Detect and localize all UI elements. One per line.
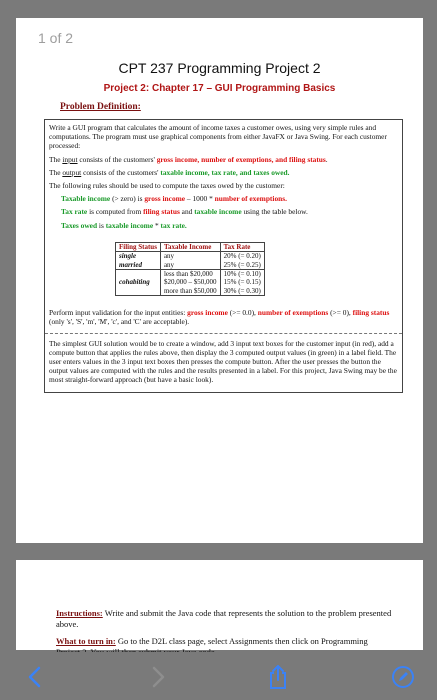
table-row: [116, 261, 265, 270]
table-cell: 15% (= 0.15): [220, 278, 264, 286]
chevron-right-icon: [149, 666, 167, 688]
section-heading: Problem Definition:: [60, 102, 141, 112]
chevron-left-icon: [26, 666, 44, 688]
next-page-button[interactable]: [143, 662, 173, 692]
table-cell: married: [119, 260, 142, 269]
page-indicator: 1 of 2: [38, 30, 74, 46]
paragraph-rules: The following rules should be used to compute the taxes owed by the customer:: [49, 181, 285, 191]
paragraph-output: The output consists of the customers' taxable income, tax rate, and taxes owed.: [49, 167, 290, 177]
table-header-row: [116, 242, 265, 251]
table-row: [116, 252, 265, 261]
tax-rate-table: [115, 242, 265, 296]
table-row: [116, 287, 265, 296]
table-cell: $20,000 – $50,000: [160, 278, 220, 286]
share-button[interactable]: [263, 662, 293, 692]
markup-icon: [391, 665, 415, 689]
table-cell: 10% (= 0.10): [220, 270, 264, 279]
table-cell: more than $50,000: [160, 287, 220, 296]
table-cell: any: [160, 261, 220, 270]
rule-taxes-owed: Taxes owed is taxable income * tax rate.: [61, 220, 187, 230]
table-cell: 25% (= 0.25): [220, 261, 264, 270]
paragraph-gui-solution: The simplest GUI solution would be to create a window, add 3 input text boxes for the customer input (in red), add a compute button that applies the rules above, then display the 3 computed output values (in green) in a label field. The user enters values in the 3 input text boxes then presses the compute button. After the user presses the button the output values are computed with the rules and the results presented in a label. For this project, Java Swing may be the most straight-forward approach (but have a basic look).: [49, 338, 397, 385]
markup-button[interactable]: [388, 662, 418, 692]
table-row: [116, 278, 265, 286]
table-header: Tax Rate: [220, 242, 264, 251]
table-header: Taxable Income: [160, 242, 220, 251]
rule-taxable-income: Taxable income (> zero) is gross income – 1000 * number of exemptions.: [61, 194, 287, 204]
table-cell: less than $20,000: [160, 270, 220, 279]
what-to-turn-in: What to turn in: Go to the D2L class page, select Assignments then click on Programming: [56, 636, 368, 646]
paragraph-input: The input consists of the customers' gross income, number of exemptions, and filing status.: [49, 154, 328, 164]
instructions: Instructions: Write and submit the Java code that represents the solution to the problem presented above.: [56, 608, 392, 629]
pdf-page-1: [16, 18, 423, 543]
paragraph-intro: Write a GUI program that calculates the amount of income taxes a customer owes, using very simple rules and computations. The program must use graphical components from either JavaFX or Java Swing. For each customer processed:: [49, 123, 387, 151]
document-subtitle: Project 2: Chapter 17 – GUI Programming Basics: [103, 83, 336, 94]
table-header: Filing Status: [116, 242, 161, 251]
bottom-toolbar: [0, 652, 437, 700]
previous-page-button[interactable]: [20, 662, 50, 692]
table-row: [116, 270, 265, 279]
problem-definition-box: [44, 119, 403, 393]
document-title: CPT 237 Programming Project 2: [118, 60, 321, 76]
table-cell: 20% (= 0.20): [220, 252, 264, 261]
table-cell: any: [160, 252, 220, 261]
table-cell: cohabiting: [119, 278, 150, 287]
paragraph-validation: Perform input validation for the input entities: gross income (>= 0.0), number of exemptions (>= 0), filing status (only 's', 'S', 'm', 'M', 'c', and 'C' are acceptable).: [49, 308, 390, 327]
table-cell: [116, 287, 161, 296]
table-cell: 30% (= 0.30): [220, 287, 264, 296]
rule-tax-rate: Tax rate is computed from filing status and taxable income using the table below.: [61, 207, 308, 217]
divider: [45, 333, 402, 334]
share-icon: [267, 664, 289, 690]
table-cell: single: [119, 252, 137, 261]
table-cell: [116, 270, 161, 279]
pdf-page-2: [16, 560, 423, 650]
